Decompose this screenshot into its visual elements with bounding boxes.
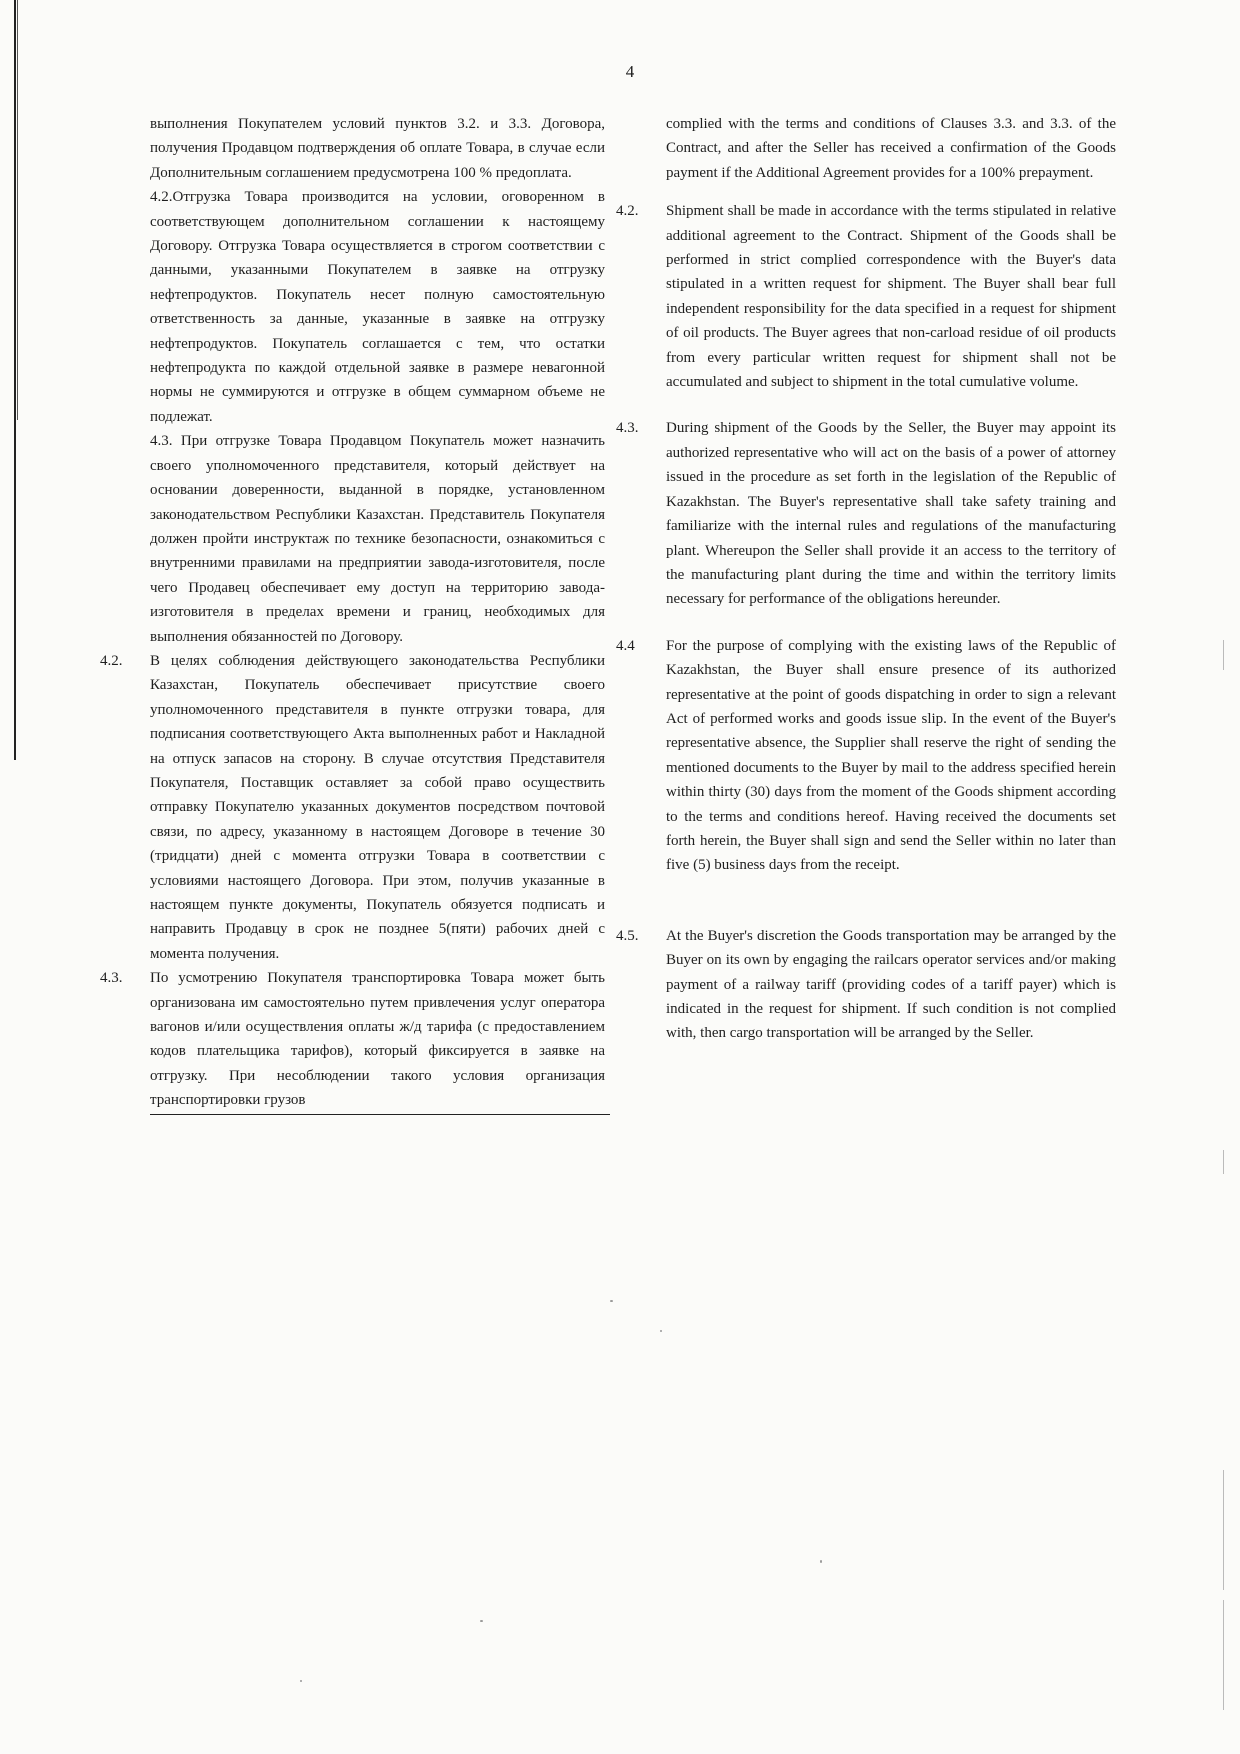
ru-clause-4-3 (100, 966, 605, 1112)
scan-speck (300, 1680, 302, 1682)
scan-speck (820, 1560, 822, 1563)
ru-clause-4-2 (100, 649, 605, 966)
scan-mark (1223, 1600, 1224, 1710)
en-clause-number: 4.4 (616, 637, 635, 654)
en-clause-number: 4.3. (616, 420, 639, 437)
ru-clause-number: 4.3. (100, 970, 123, 987)
en-clause-number: 4.2. (616, 203, 639, 220)
en-clause-4-5 (616, 924, 1116, 1046)
en-clause-4-4 (616, 634, 1116, 878)
en-paragraph-continuation: complied with the terms and conditions of Clauses 3.3. and 3.3. of the Contract, and after the Seller has received a confirmation of the Goods payment if the Additional Agreement provides for a 100% prepayment. (666, 116, 1116, 181)
en-clause-4-3 (616, 416, 1116, 611)
ru-paragraph-4-3-representative: 4.3. При отгрузке Товара Продавцом Покупатель может назначить своего уполномоченного представителя, который действует на основании доверенности, выданной в порядке, установленном законодательством Республики Казахстан. Представитель Покупателя должен пройти инструктаж по технике безопасности, ознакомиться с внутренними правилами на предприятии завода-изготовителя, после чего Продавец обеспечивает ему доступ на территорию завода-изготовителя в пределах времени и границ, необходимых для выполнения обязанностей по Договору. (150, 433, 605, 645)
russian-column (100, 112, 605, 1113)
ru-clause-number: 4.2. (100, 652, 123, 669)
ru-clause-text: По усмотрению Покупателя транспортировка Товара может быть организована им самостоятельно путем привлечения услуг оператора вагонов и/или осуществления оплаты ж/д тарифа (с предоставлением кодов плательщика тарифов), который фиксируется в заявке на отгрузку. При несоблюдении такого условия организация транспортировки грузов (150, 970, 605, 1109)
en-clause-text: At the Buyer's discretion the Goods transportation may be arranged by the Buyer on its own by engaging the railcars operator services and/or making payment of a railway tariff (providing codes of a tariff payer) which is indicated in the request for shipment. If such condition is not complied with, then cargo transportation will be arranged by the Seller. (666, 927, 1116, 1042)
left-margin-line (14, 0, 16, 760)
scan-mark (1223, 1150, 1224, 1174)
scan-mark (1223, 1470, 1224, 1590)
page-number: 4 (625, 62, 635, 81)
ru-paragraph-4-2-shipment: 4.2.Отгрузка Товара производится на условии, оговоренном в соответствующем дополнительном соглашении к настоящему Договору. Отгрузка Товара осуществляется в строгом соответствии с данными, указанными Покупателем в заявке на отгрузку нефтепродуктов. Покупатель несет полную самостоятельную ответственность за данные, указанные в заявке на отгрузку нефтепродуктов. Покупатель соглашается с тем, что остатки нефтепродукта по каждой отдельной заявке в размере невагонной нормы не суммируются и отгрузке в общем суммарном объеме не подлежат. (150, 189, 605, 425)
scan-speck (660, 1330, 662, 1332)
en-clause-text: For the purpose of complying with the existing laws of the Republic of Kazakhstan, the Buyer shall ensure presence of its authorized representative at the point of goods dispatching in order to sign a relevant Act of performed works and goods issue slip. In the event of the Buyer's representative absence, the Supplier shall reserve the right of sending the mentioned documents to the Buyer by mail to the address specified herein within thirty (30) days from the moment of the Goods shipment according to the terms and conditions hereof. Having received the documents set forth herein, the Buyer shall sign and send the Seller within no later than five (5) business days from the receipt. (666, 637, 1116, 874)
ru-paragraph-continuation: выполнения Покупателем условий пунктов 3.2. и 3.3. Договора, получения Продавцом подтверждения об оплате Товара, в случае если Дополнительным соглашением предусмотрена 100 % предоплата. (150, 116, 605, 181)
scan-speck (610, 1300, 613, 1302)
en-clause-4-2 (616, 199, 1116, 394)
en-clause-text: During shipment of the Goods by the Seller, the Buyer may appoint its authorized representative who will act on the basis of a power of attorney issued in the procedure as set forth in the legislation of the Republic of Kazakhstan. The Buyer's representative shall take safety training and familiarize with the internal rules and regulations of the manufacturing plant. Whereupon the Seller shall provide it an access to the territory of the manufacturing plant during the time and within the territory limits necessary for performance of the obligations hereunder. (666, 420, 1116, 608)
scan-mark (1223, 640, 1224, 670)
scan-speck (480, 1620, 483, 1622)
en-clause-text: Shipment shall be made in accordance with the terms stipulated in relative additional agreement to the Contract. Shipment of the Goods shall be performed in strict complied correspondence with the Buyer's data stipulated in a written request for shipment. The Buyer shall bear full independent responsibility for the data specified in a request for shipment of oil products. The Buyer agrees that non-carload residue of oil products from every particular written request for shipment shall not be accumulated and subject to shipment in the total cumulative volume. (666, 203, 1116, 391)
ru-closing-rule (150, 1114, 610, 1115)
en-clause-number: 4.5. (616, 927, 639, 944)
english-column (616, 112, 1116, 1046)
ru-clause-text: В целях соблюдения действующего законодательства Республики Казахстан, Покупатель обеспечивает присутствие своего уполномоченного представителя в пункте отгрузки товара, для подписания соответствующего Акта выполненных работ и Накладной на отпуск запасов на сторону. В случае отсутствия Представителя Покупателя, Поставщик оставляет за собой право осуществить отправку Покупателю указанных документов посредством почтовой связи, по адресу, указанному в настоящем Договоре в течение 30 (тридцати) дней с момента отгрузки Товара в соответствии с условиями настоящего Договора. При этом, получив указанные в настоящем пункте документы, Покупатель обязуется подписать и направить Продавцу в срок не позднее 5(пяти) рабочих дней с момента получения. (150, 652, 605, 962)
left-margin-line-shadow (17, 0, 18, 420)
